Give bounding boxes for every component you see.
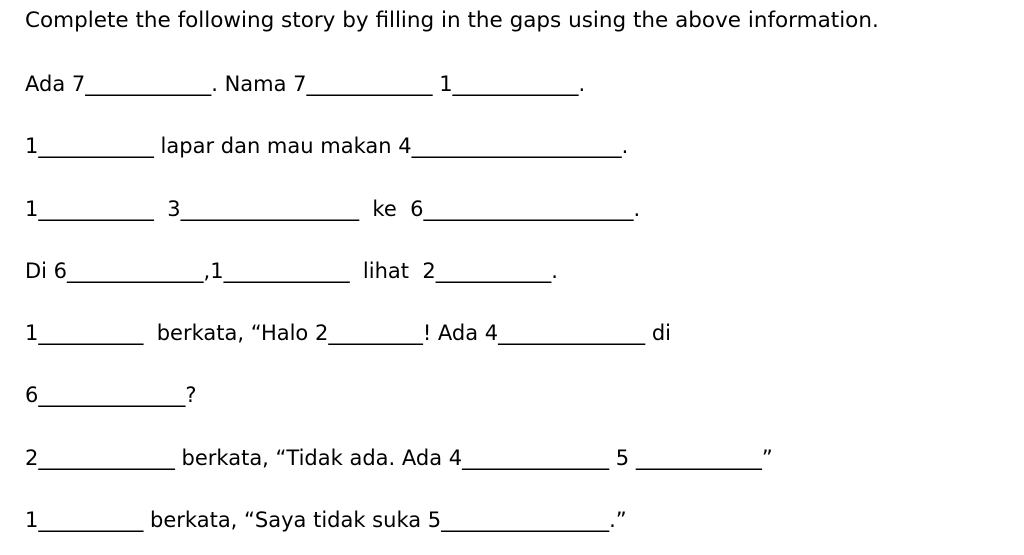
instructions-title: Complete the following story by filling in the gaps using the above information. bbox=[25, 8, 879, 33]
story-line-4: Di 6_____________,1____________ lihat 2___________. bbox=[25, 259, 558, 283]
story-line-3: 1___________ 3_________________ ke 6____________________. bbox=[25, 197, 641, 221]
story-line-2: 1___________ lapar dan mau makan 4____________________. bbox=[25, 134, 629, 158]
story-line-1: Ada 7____________. Nama 7____________ 1____________. bbox=[25, 72, 586, 96]
story-line-8: 1__________ berkata, “Saya tidak suka 5________________.” bbox=[25, 508, 627, 532]
story-line-5: 1__________ berkata, “Halo 2_________! Ada 4______________ di bbox=[25, 321, 671, 345]
story-line-7: 2_____________ berkata, “Tidak ada. Ada 4______________ 5 ____________” bbox=[25, 446, 773, 470]
story-line-6: 6______________? bbox=[25, 383, 197, 407]
